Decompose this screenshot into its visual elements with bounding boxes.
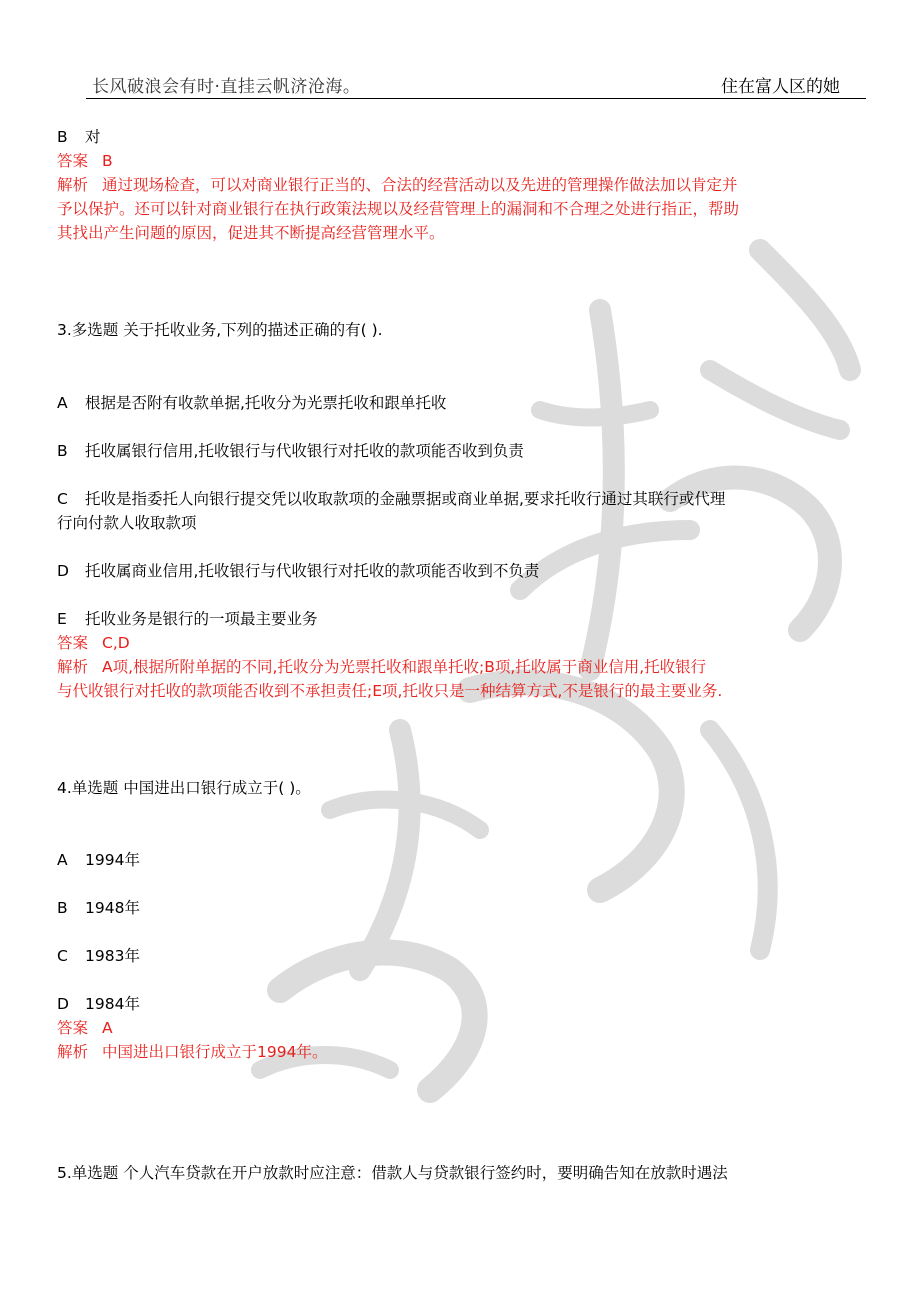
q2-analysis-line-1 [57,173,867,197]
answer-label: 答案 [57,1019,89,1037]
q3-answer [57,631,867,655]
option-text: 1984年 [85,995,140,1013]
option-letter: C [57,947,68,965]
option-letter: C [57,490,68,508]
q3-analysis-line-1 [57,655,867,679]
option-text: 1983年 [85,947,140,965]
q4-analysis [57,1040,867,1064]
option-letter: D [57,562,69,580]
option-letter: E [57,610,67,628]
option-letter: B [57,899,68,917]
q3-option-c [57,487,867,511]
q2-option-b [57,125,867,149]
q3-option-c-continued: 行向付款人收取款项 [57,514,197,532]
analysis-label: 解析 [57,176,89,194]
option-text: 根据是否附有收款单据,托收分为光票托收和跟单托收 [85,394,447,412]
analysis-label: 解析 [57,658,89,676]
option-text: 托收属银行信用,托收银行与代收银行对托收的款项能否收到负责 [85,442,524,460]
q3-option-b [57,439,867,463]
analysis-label: 解析 [57,1043,89,1061]
header-author: 住在富人区的她 [721,77,840,97]
q3-analysis-line-2: 与代收银行对托收的款项能否收到不承担责任;E项,托收只是一种结算方式,不是银行的最主要业务. [57,682,723,700]
q4-answer [57,1016,867,1040]
answer-value: A [102,1019,113,1037]
q3-option-a [57,391,867,415]
answer-value: B [102,152,113,170]
q2-analysis-line-3: 其找出产生问题的原因，促进其不断提高经营管理水平。 [57,224,445,242]
header-divider [86,98,866,99]
option-text: 1948年 [85,899,140,917]
answer-label: 答案 [57,634,89,652]
option-letter: D [57,995,69,1013]
option-letter: B [57,442,68,460]
answer-value: C,D [102,634,130,652]
q2-analysis-line-2: 予以保护。还可以针对商业银行在执行政策法规以及经营管理上的漏洞和不合理之处进行指正，帮助 [57,200,740,218]
q4-option-a [57,848,867,872]
header-motto: 长风破浪会有时·直挂云帆济沧海。 [92,77,361,97]
analysis-text: A项,根据所附单据的不同,托收分为光票托收和跟单托收;B项,托收属于商业信用,托收银行 [102,658,707,676]
option-text: 托收是指委托人向银行提交凭以收取款项的金融票据或商业单据,要求托收行通过其联行或代理 [85,490,726,508]
q3-option-e [57,607,867,631]
q4-stem: 4.单选题 中国进出口银行成立于( )。 [57,779,311,797]
option-text: 1994年 [85,851,140,869]
option-text: 托收业务是银行的一项最主要业务 [85,610,318,628]
option-text: 对 [85,128,101,146]
q4-option-d [57,992,867,1016]
option-letter: B [57,128,68,146]
answer-label: 答案 [57,152,89,170]
q3-option-d [57,559,867,583]
q3-stem: 3.多选题 关于托收业务,下列的描述正确的有( ). [57,321,383,339]
q4-option-c [57,944,867,968]
analysis-text: 通过现场检查，可以对商业银行正当的、合法的经营活动以及先进的管理操作做法加以肯定并 [102,176,738,194]
option-text: 托收属商业信用,托收银行与代收银行对托收的款项能否收到不负责 [85,562,540,580]
option-letter: A [57,851,68,869]
q5-stem: 5.单选题 个人汽车贷款在开户放款时应注意：借款人与贷款银行签约时，要明确告知在放款时遇法 [57,1164,728,1182]
analysis-text: 中国进出口银行成立于1994年。 [102,1043,328,1061]
q4-option-b [57,896,867,920]
option-letter: A [57,394,68,412]
q2-answer [57,149,867,173]
